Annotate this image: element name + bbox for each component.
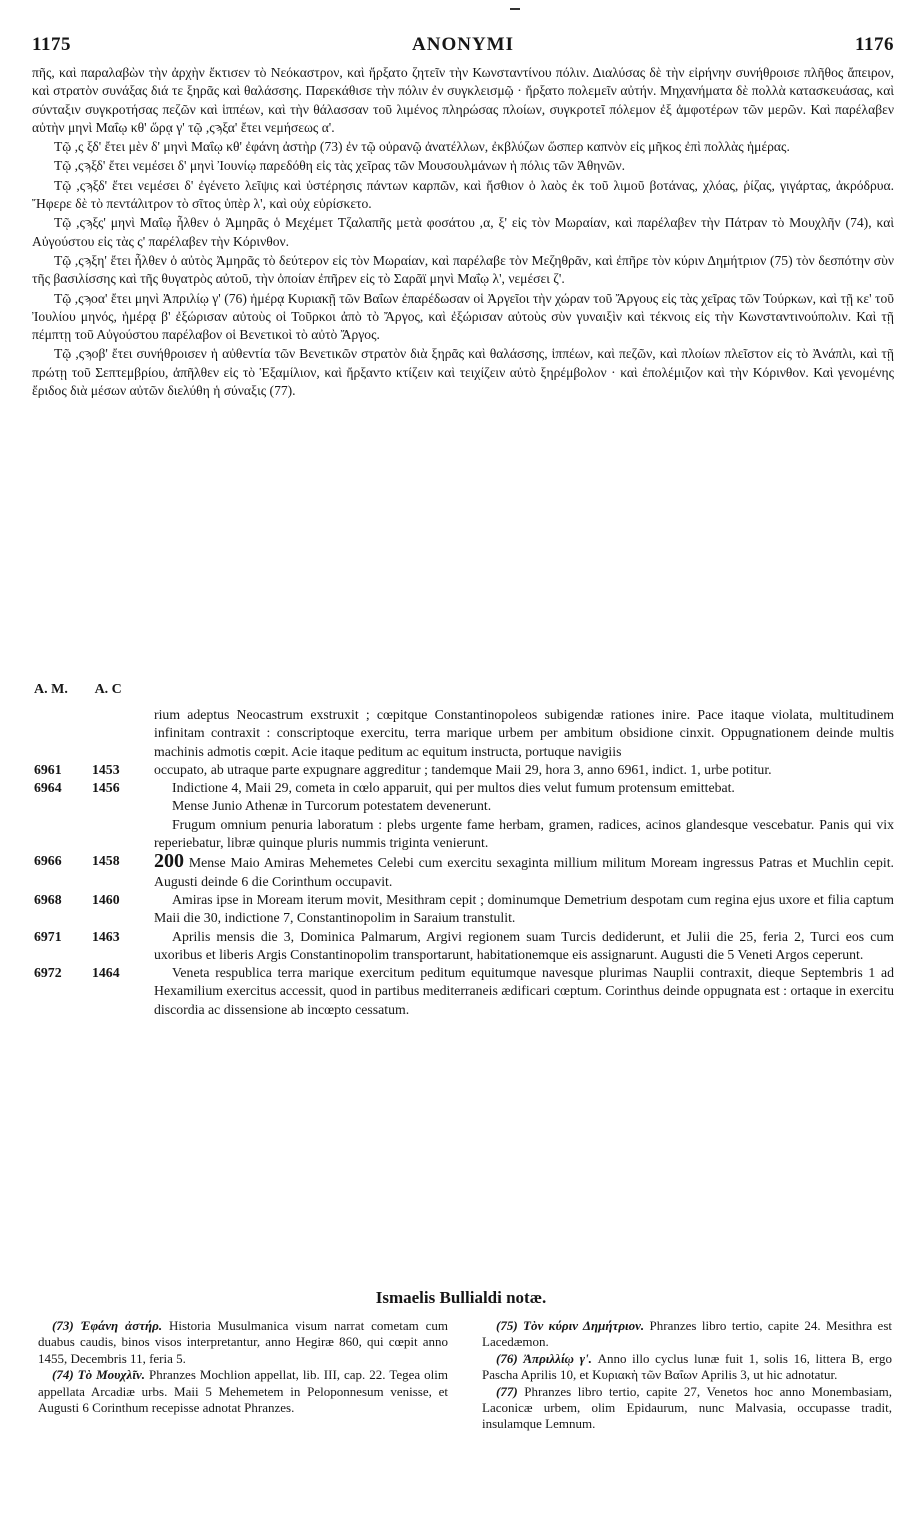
footnote xyxy=(482,1384,892,1433)
greek-paragraph: Τῷ ,ςϡξδ' ἔτει νεμέσει δ' μηνὶ Ἰουνίῳ παρεδόθη εἰς τὰς χεῖρας τῶν Μουσουλμάνων ἡ πόλις τῶν Ἀθηνῶν. xyxy=(54,158,625,174)
year-am: 6972 xyxy=(34,965,62,981)
year-am: 6964 xyxy=(34,780,62,796)
latin-row xyxy=(34,779,894,797)
latin-paragraph: occupato, ab utraque parte expugnare aggreditur ; tandemque Maii 29, hora 3, anno 6961, indict. 1, urbe potitur. xyxy=(154,761,772,777)
latin-paragraph: Indictione 4, Maii 29, cometa in cœlo apparuit, qui per multos dies velut fumum protensum emittebat. xyxy=(172,780,735,796)
footnote xyxy=(482,1318,892,1351)
latin-row xyxy=(34,761,894,779)
footnotes xyxy=(38,1318,892,1433)
year-ac: 1463 xyxy=(92,928,120,944)
footnotes-left-column xyxy=(38,1318,448,1433)
footnote-lemma: (74) Τὸ Μουχλῖν. xyxy=(52,1367,145,1383)
greek-paragraph: Τῷ ,ςϡξς' μηνὶ Μαΐῳ ἦλθεν ὁ Ἀμηρᾶς ὁ Μεχέμετ Τζαλαπῆς μετὰ φοσάτου ,α, ξ' εἰς τὸν Μωραίαν, καὶ παρέλαβεν τὴν Πάτραν τὸ Μουχλῆν (74), καὶ Αὐγούστου εἰς τὰς ς' παρέλαβεν τὴν Κόρινθον. xyxy=(32,215,894,249)
footnote xyxy=(38,1318,448,1367)
page-number-right: 1176 xyxy=(855,34,894,55)
greek-paragraph: Τῷ ,ςϡοα' ἔτει μηνὶ Ἀπριλίῳ γ' (76) ἡμέρᾳ Κυριακῇ τῶν Βαΐων ἐπαρέδωσαν οἱ Ἀργεῖοι τὴν χώραν τοῦ Ἄργους εἰς τὰς χεῖρας τῶν Τούρκων, καὶ τῇ κε' τοῦ Ἰουλίου μηνός, ἡμέρᾳ β' ἐξώρισαν αὐτοὺς οἱ Τοῦρκοι ἀπὸ τὸ Ἄργος, καὶ ἐξώρισαν αὐτοὺς σὺν γυναιξὶν καὶ τέκνοις εἰς τὴν Κωνσταντινούπολιν. Καὶ τῇ πέμπτῃ τοῦ Αὐγούστου παρέλαβον οἱ Βενετικοὶ τὸ αὐτὸ Ἄργος. xyxy=(32,290,894,343)
column-headings xyxy=(34,682,146,698)
greek-paragraph: Τῷ ,ςϡοβ' ἔτει συνήθροισεν ἡ αὐθεντία τῶν Βενετικῶν στρατὸν διὰ ξηρᾶς καὶ θαλάσσης, ἱππέων, καὶ πεζῶν, καὶ πλοίων πλεῖστον εἰς τὸ Ἀνάπλι, καὶ τῇ πρώτῃ τοῦ Σεπτεμβρίου, ἀπῆλθεν εἰς τὸ Ἑξαμίλιον, καὶ ἤρξαντο κτίζειν καὶ τειχίζειν αὐτὸ ξηρέμβολον · καὶ ἐπολέμιζον καὶ τὴν Κόρινθον. Καὶ γενομένης ἔριδος διὰ μέσων αὐτῶν διελύθη ἡ σύναξις (77). xyxy=(32,346,894,399)
year-ac xyxy=(92,816,154,853)
year-am: 6966 xyxy=(34,853,62,869)
latin-row xyxy=(34,964,894,1019)
greek-paragraph: Τῷ ,ς ξδ' ἔτει μὲν δ' μηνὶ Μαΐῳ κθ' ἐφάνη ἀστὴρ (73) ἐν τῷ οὐρανῷ ἀνατέλλων, ἐκβλύζων ὥσπερ καπνὸν εἰς μῆκος ἐπὶ πολλὰς ἡμέρας. xyxy=(54,139,790,155)
latin-row xyxy=(34,797,894,815)
footnotes-right-column xyxy=(482,1318,892,1433)
page-header xyxy=(32,34,894,60)
year-am xyxy=(34,706,92,761)
latin-translation xyxy=(34,706,894,1019)
footnote-text: Phranzes libro tertio, capite 27, Venetos hoc anno Monembasiam, Laconicæ urbem, olim Epidaurum, nunc Malvasia, occupasse tradit, insulamque Lemnum. xyxy=(482,1383,892,1432)
top-mark xyxy=(510,8,520,10)
footnote-lemma: (76) Ἀπριλλίῳ γ'. xyxy=(496,1350,592,1366)
latin-row xyxy=(34,852,894,891)
latin-row xyxy=(34,816,894,853)
year-ac xyxy=(92,797,154,815)
footnote-text: Phranzes Mochlion appellat, lib. III, cap. 22. Tegea olim appellata Arcadiæ urbs. Maii 5 Mehemetem in Peloponnesum venisse, et Augusti 6 Corinthum recepisse adnotat Phranzes. xyxy=(38,1367,448,1416)
year-ac: 1460 xyxy=(92,891,120,907)
latin-paragraph xyxy=(154,852,894,891)
latin-paragraph: Aprilis mensis die 3, Dominica Palmarum, Argivi regionem suam Turcis dediderunt, et Julii die 25, feria 2, Turci eos cum uxoribus et liberis Argis Constantinopolim transportarunt, habitationemque eis assignarunt. Augusti die 5 Veneti Argos ceperunt. xyxy=(154,928,894,962)
latin-paragraph: Frugum omnium penuria laboratum : plebs urgente fame herbam, gramen, radices, acinos glandesque vescebatur. Panis qui vix reperiebatur, libræ quinque pluris nummis triginta venierunt. xyxy=(154,816,894,851)
anno-christi-heading: A. C xyxy=(94,682,122,697)
latin-paragraph: Veneta respublica terra marique exercitum peditum equitumque navesque plurimas Nauplii contraxit, dieque Septembris 1 ad Hexamilium exercitus accessit, quod in partibus mediterraneis ædificari cœptum. Corinthus deinde oppugnata est : ortaque in exercitu discordia ac dissensione ab incœpto cessatum. xyxy=(154,965,894,1017)
footnote-lemma: (75) Τὸν κύριν Δημήτριον. xyxy=(496,1318,645,1333)
year-ac xyxy=(92,706,154,761)
year-ac: 1464 xyxy=(92,965,120,981)
year-ac: 1453 xyxy=(92,761,120,777)
greek-paragraph: πῆς, καὶ παραλαβὼν τὴν ἀρχὴν ἔκτισεν τὸ Νεόκαστρον, καὶ ἤρξατο ζητεῖν τὴν Κωνσταντίνου πόλιν. Διαλύσας δὲ τὴν εἰρήνην συνήθροισε πλῆθος ἄπειρον, καὶ στρατὸν συνάξας διά τε ξηρᾶς καὶ θαλάσσης. Παρεκάθισε τὴν πόλιν ἐν συγκλεισμῷ · ἤρξατο πολεμεῖν αὐτήν. Μηχανήματα δὲ πολλὰ κατασκευάσας, καὶ σύνταξιν συγκροτήσας πεζῶν καὶ ἱππέων, καὶ τὴν θάλασσαν τοῦ λιμένος πληρώσας πλοίων, συγκροτεῖ πόλεμον ἐξ ἀμφοτέρων τῶν μερῶν. Καὶ παρέλαβεν αὐτὴν μηνὶ Μαΐῳ κθ' ὥρᾳ γ' τῷ ,ςϡξα' ἔτει νεμήσεως α'. xyxy=(32,65,894,135)
year-ac: 1458 xyxy=(92,853,120,869)
page-number-left: 1175 xyxy=(32,34,71,55)
notes-heading: Ismaelis Bullialdi notæ. xyxy=(375,1288,547,1307)
footnote-text: Anno illo cyclus lunæ fuit 1, solis 16, littera B, ergo Pascha Aprilis 10, et Κυριακὴ τῶν Βαΐων Aprilis 3, ut hic adnotatur. xyxy=(482,1350,892,1383)
footnote-text: Historia Musulmanica visum narrat cometam cum duabus caudis, binos visos interpretantur, anno Hegiræ 860, qui cœpit anno 1455, Decembris 11, feria 5. xyxy=(38,1318,448,1366)
latin-row xyxy=(34,706,894,761)
greek-paragraph: Τῷ ,ςϡξη' ἔτει ἦλθεν ὁ αὐτὸς Ἀμηρᾶς τὸ δεύτερον εἰς τὸν Μωραίαν, καὶ παρέλαβε τὸν Μεζηθρᾶν, καὶ ἐπῆρε τὸν κύριν Δημήτριον (75) τὸν δεσπότην σὺν τῆς βασιλίσσης καὶ τῆς θυγατρὸς αὐτοῦ, τὴν ὁποίαν ἐπῆρεν εἰς τὸ Σαρᾶϊ μηνὶ Μαΐῳ λ', νεμέσει ζ'. xyxy=(32,252,894,287)
year-am xyxy=(34,797,92,815)
greek-text xyxy=(32,64,894,401)
running-title: ANONYMI xyxy=(412,34,514,55)
year-am: 6971 xyxy=(34,928,62,944)
year-am xyxy=(34,816,92,853)
latin-paragraph: rium adeptus Neocastrum exstruxit ; cœpitque Constantinopoleos subigendæ rationes inire. Pace itaque violata, multitudinem infinitam contraxit : conscriptoque exercitu, terra marique urbem per ambitum obsidione cinxit. Oppugnationem deinde multis machinis admotis cœpit. Acie itaque peditum ac equitum instructa, portuque navigiis xyxy=(154,707,894,759)
year-am: 6961 xyxy=(34,761,62,777)
latin-row xyxy=(34,928,894,965)
latin-paragraph-text: Mense Maio Amiras Mehemetes Celebi cum exercitu sexaginta millium militum Moream ingressus Patras et Muchlin cepit. Augusti deinde 6 die Corinthum occupavit. xyxy=(154,855,894,889)
latin-paragraph: Amiras ipse in Moream iterum movit, Mesithram cepit ; dominumque Demetrium despotam cum regina ejus uxore et filia captum Maii die 30, indictione 7, Constantinopolim in Saraium transtulit. xyxy=(154,891,894,926)
footnote-lemma: (77) xyxy=(496,1383,518,1399)
latin-row xyxy=(34,891,894,928)
anno-mundi-heading: A. M. xyxy=(34,682,68,697)
footnote-text: Phranzes libro tertio, capite 24. Mesithra est Lacedæmon. xyxy=(482,1318,893,1350)
footnote xyxy=(38,1367,448,1416)
column-number: 200 xyxy=(154,850,184,873)
latin-paragraph: Mense Junio Athenæ in Turcorum potestatem devenerunt. xyxy=(172,798,492,814)
footnote xyxy=(482,1351,892,1384)
footnote-lemma: (73) Ἐφάνη ἀστήρ. xyxy=(52,1318,163,1333)
greek-paragraph: Τῷ ,ςϡξδ' ἔτει νεμέσει δ' ἐγένετο λεῖψις καὶ ὑστέρησις πάντων καρπῶν, καὶ ἤσθιον ὁ λαὸς ἐκ τοῦ λιμοῦ βοτάνας, χλόας, ῥίζας, γιγάρτας, ἀκρόδρυα. Ἤφερε δὲ τὸ πεντάλιτρον τὸ σῖτος ὑπὲρ λ', καὶ οὐχ εὑρίσκετο. xyxy=(32,177,894,212)
year-ac: 1456 xyxy=(92,780,120,796)
year-am: 6968 xyxy=(34,891,62,907)
